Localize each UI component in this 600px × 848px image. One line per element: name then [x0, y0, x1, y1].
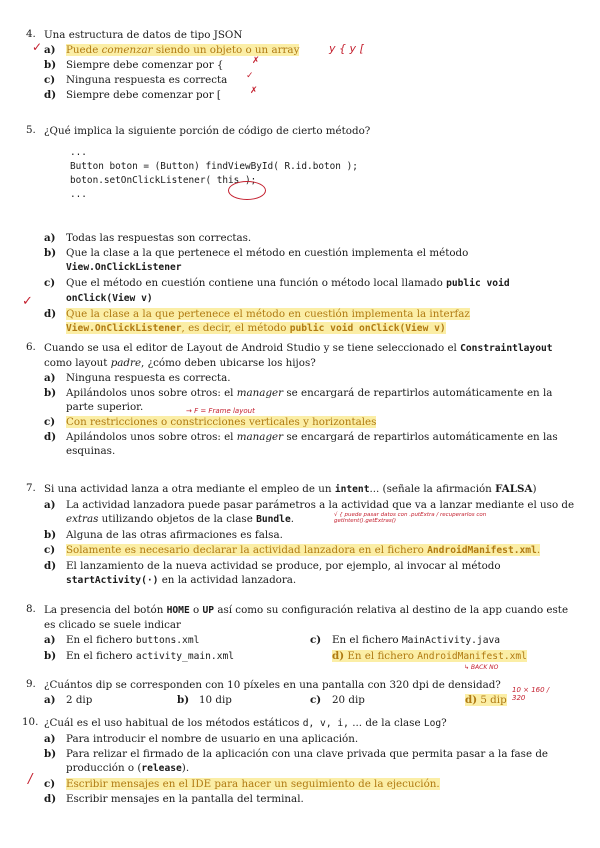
option-c: c) Solamente es necesario declarar la actividad lanzadora en el fichero AndroidManifest.xml.	[44, 544, 541, 556]
code-block: ... Button boton = (Button) findViewById( R.id.boton ); boton.setOnClickListener( this ); ...	[70, 147, 358, 200]
handwritten-note: y { y [	[329, 42, 364, 55]
option-a: a) La actividad lanzadora puede pasar parámetros a la actividad que va a lanzar mediante el uso de extras utilizando objetos de la clase Bundle.	[44, 499, 575, 525]
check-mark-icon: /	[28, 772, 33, 787]
cross-mark-icon: ✗	[250, 86, 258, 96]
question-number: 6.	[26, 341, 36, 353]
option-d: d) Que la clase a la que pertenece el método en cuestión implementa la interfaz View.OnClickListener, es decir, el método public void onClick(View v)	[44, 308, 470, 334]
option-a: a) Para introducir el nombre de usuario en una aplicación.	[44, 733, 359, 745]
question-8	[26, 603, 576, 671]
option-c: c) Escribir mensajes en el IDE para hacer un seguimiento de la ejecución.	[44, 778, 440, 790]
option-a: a) 2 dip	[44, 694, 93, 706]
option-b: b) En el fichero activity_main.xml	[44, 650, 235, 662]
question-text: Si una actividad lanza a otra mediante el empleo de un intent... (señale la afirmación FALSA)	[44, 483, 537, 495]
option-d: d) Siempre debe comenzar por [	[44, 89, 221, 101]
handwritten-note: √ { puede pasar datos con .putExtra / recuperarlos con getIntent().getExtras()	[334, 512, 487, 524]
option-b: b) Para relizar el firmado de la aplicación con una clave privada que permita pasar a la fase de producción o (release).	[44, 748, 549, 774]
answer-highlight: d) 5 dip	[465, 694, 507, 706]
question-text: ¿Qué implica la siguiente porción de código de cierto método?	[44, 125, 371, 137]
option-b: b) Alguna de las otras afirmaciones es falsa.	[44, 529, 283, 541]
option-a: a) Ninguna respuesta es correcta.	[44, 372, 231, 384]
question-text: Una estructura de datos de tipo JSON	[44, 29, 243, 41]
option-b: b) Que la clase a la que pertenece el método en cuestión implementa el método View.OnClickListener	[44, 247, 469, 273]
answer-highlight: Que la clase a la que pertenece el método en cuestión implementa la interfaz View.OnClickListener, es decir, el método public void onClick(View v)	[66, 308, 470, 334]
option-d	[310, 649, 576, 664]
option-d: d) El lanzamiento de la nueva actividad se produce, por ejemplo, al invocar al método startActivity(·) en la actividad lanzadora.	[44, 560, 501, 586]
option-d: d) Escribir mensajes en la pantalla del terminal.	[44, 793, 304, 805]
answer-highlight: d) En el fichero AndroidManifest.xml	[332, 650, 527, 662]
option-c: c) Ninguna respuesta es correcta	[44, 74, 228, 86]
question-number: 8.	[26, 603, 36, 615]
answer-highlight: Solamente es necesario declarar la actividad lanzadora en el fichero AndroidManifest.xml.	[66, 544, 541, 556]
question-text: ¿Cuántos dip se corresponden con 10 píxeles en una pantalla con 320 dpi de densidad?	[44, 679, 501, 691]
option-d: d) Apilándolos unos sobre otros: el manager se encargará de repartirlos automáticamente en las esquinas.	[44, 431, 558, 457]
check-mark-icon: ✓	[32, 40, 43, 54]
answer-highlight: Puede comenzar siendo un objeto o un array	[66, 44, 300, 56]
option-c: c) Con restricciones o constricciones verticales y horizontales	[44, 416, 377, 428]
question-9	[26, 678, 576, 707]
option-b: b) 10 dip	[177, 694, 232, 706]
option-c: c) Que el método en cuestión contiene una función o método local llamado public void onClick(View v)	[44, 277, 510, 304]
check-mark-icon: ✓	[246, 71, 254, 81]
question-4	[26, 28, 576, 102]
handwritten-note: ↳ BACK NO	[464, 664, 499, 671]
question-10	[22, 716, 576, 806]
option-a: a) Puede comenzar siendo un objeto o un array	[44, 44, 300, 56]
answer-highlight: Escribir mensajes en el IDE para hacer un seguimiento de la ejecución.	[66, 778, 440, 790]
question-number: 4.	[26, 28, 36, 40]
question-7	[26, 482, 576, 588]
handwritten-note: → F = Frame layout	[186, 407, 255, 415]
this-circle-annotation	[228, 181, 266, 200]
question-number: 5.	[26, 124, 36, 136]
question-number: 9.	[26, 678, 36, 690]
option-c: c) 20 dip	[310, 694, 365, 706]
answer-highlight: Con restricciones o constricciones verticales y horizontales	[66, 416, 377, 428]
option-b: b) Siempre debe comenzar por {	[44, 59, 224, 71]
option-c: c) En el fichero MainActivity.java	[310, 634, 501, 646]
question-text: Cuando se usa el editor de Layout de Android Studio y se tiene seleccionado el Constraintlayout como layout padre, ¿cómo deben ubicarse los hijos?	[44, 342, 553, 369]
option-a: a) En el fichero buttons.xml	[44, 634, 200, 646]
check-mark-icon: ✓	[22, 294, 33, 309]
option-d	[443, 693, 576, 707]
question-number: 10.	[22, 716, 39, 728]
question-number: 7.	[26, 482, 36, 494]
question-text: ¿Cuál es el uso habitual de los métodos estáticos d, v, i, ... de la clase Log?	[44, 717, 447, 729]
question-5	[22, 124, 576, 336]
question-6	[26, 341, 576, 458]
question-text: La presencia del botón HOME o UP así como su configuración relativa al destino de la app cuando este es clicado se suele indicar	[44, 604, 569, 631]
option-a: a) Todas las respuestas son correctas.	[44, 232, 252, 244]
handwritten-note: 10 × 160 / 320	[512, 686, 550, 702]
option-b: b) Apilándolos unos sobre otros: el manager se encargará de repartirlos automáticamente en la parte superior.	[44, 387, 553, 413]
cross-mark-icon: ✗	[252, 56, 260, 66]
